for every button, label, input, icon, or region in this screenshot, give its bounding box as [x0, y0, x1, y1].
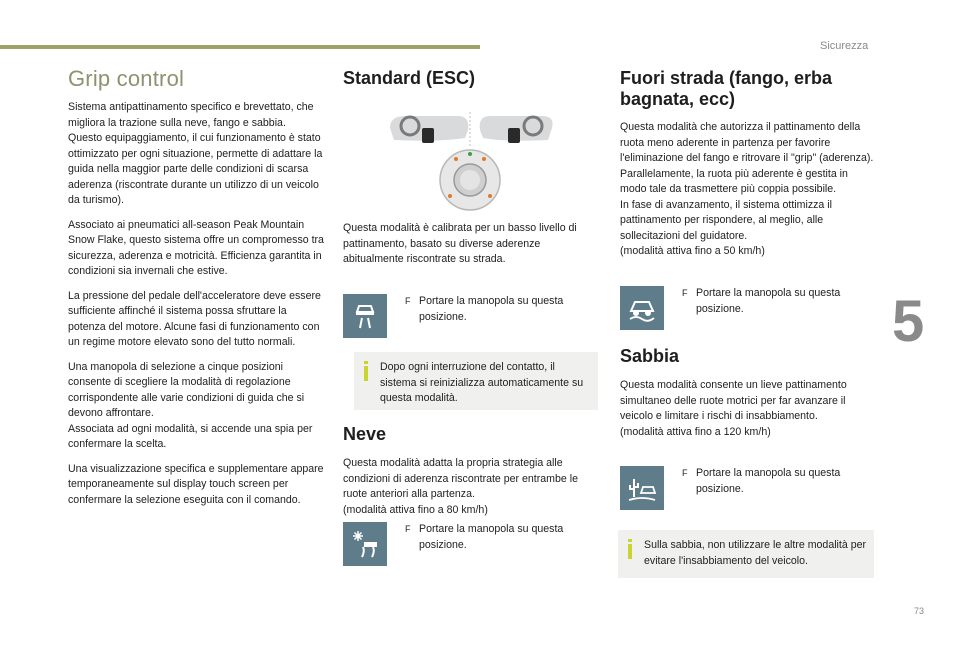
paragraph: La pressione del pedale dell'acceleratore deve essere sufficiente affinché il sistema possa sfruttare la potenza del motore. Alcune fasi di funzionamento con un regime motore elevato sono del tutto normali. — [68, 289, 321, 348]
paragraph: Questa modalità è calibrata per un basso livello di pattinamento, basato su diverse aderenze abitualmente riscontrate su strada. — [343, 222, 577, 265]
paragraph: Questo equipaggiamento, il cui funzionamento è stato ottimizzato per ogni situazione, permette di adattare la guida nella maggior parte delle condizioni di scarsa aderenza (riscontrate durante un utilizzo di un veicolo da turismo). — [68, 132, 323, 206]
column-fuori-strada — [620, 68, 876, 260]
paragraph: Una manopola di selezione a cinque posizioni consente di scegliere la modalità di regolazione corrispondente alle varie condizioni di guida che si devono affrontare. — [68, 360, 305, 419]
info-text: Dopo ogni interruzione del contatto, il sistema si reinizializza automaticamente su questa modalità. — [380, 361, 584, 404]
page-title: Grip control — [68, 66, 185, 91]
paragraph: Associato ai pneumatici all-season Peak Mountain Snow Flake, questo sistema offre un compromesso tra sicurezza, aderenza e motricità. Efficienza garantita in condizioni sia invernali che estive. — [68, 218, 324, 277]
action-marker: F — [405, 296, 411, 306]
action-fuori-strada — [620, 286, 876, 330]
section-heading-standard: Standard (ESC) — [343, 68, 476, 88]
paragraph: (modalità attiva fino a 50 km/h) — [620, 245, 765, 257]
chapter-number: 5 — [892, 289, 925, 354]
mud-mode-icon — [620, 286, 664, 330]
paragraph: Associata ad ogni modalità, si accende una spia per confermare la scelta. — [68, 422, 313, 450]
paragraph: Questa modalità adatta la propria strategia alle condizioni di aderenza riscontrate per entrambe le ruote anteriori alla partenza. — [343, 457, 578, 500]
action-label: Portare la manopola su questa posizione. — [696, 287, 841, 315]
info-box-standard — [354, 352, 598, 410]
grip-control-knob-illustration — [380, 108, 560, 216]
section-sabbia — [620, 346, 876, 440]
action-label: Portare la manopola su questa posizione. — [419, 295, 564, 323]
action-standard — [343, 294, 601, 338]
action-neve — [343, 522, 601, 566]
paragraph: In fase di avanzamento, il sistema ottimizza il pattinamento per rispondere, al meglio, alle sollecitazioni del guidatore. — [620, 198, 832, 242]
paragraph: Questa modalità che autorizza il pattinamento della ruota meno aderente in partenza per favorire l'eliminazione del fango e ritrovare il "grip" (aderenza). Parallelamente, la ruota più aderente è gestita in modo tale da trasmettere più coppia possibile. — [620, 121, 874, 195]
section-heading-neve: Neve — [343, 424, 387, 444]
action-sabbia — [620, 466, 876, 510]
sand-mode-icon — [620, 466, 664, 510]
road-mode-icon — [343, 294, 387, 338]
snow-mode-icon — [343, 522, 387, 566]
paragraph: (modalità attiva fino a 120 km/h) — [620, 425, 771, 438]
page-number: 73 — [914, 606, 925, 616]
header-accent-bar — [0, 45, 480, 49]
action-marker: F — [682, 468, 688, 478]
action-label: Portare la manopola su questa posizione. — [696, 467, 841, 495]
section-heading-sabbia: Sabbia — [620, 346, 680, 366]
action-marker: F — [682, 288, 688, 298]
action-marker: F — [405, 524, 411, 534]
paragraph: Questa modalità consente un lieve pattinamento simultaneo delle ruote motrici per far avanzare il veicolo e limitare i rischi di insabbiamento. — [620, 379, 847, 422]
column-grip-control — [68, 66, 326, 508]
paragraph: Sistema antipattinamento specifico e brevettato, che migliora la trazione sulla neve, fango e sabbia. — [68, 101, 314, 129]
info-text: Sulla sabbia, non utilizzare le altre modalità per evitare l'insabbiamento del veicolo. — [644, 539, 867, 567]
info-icon — [363, 361, 369, 381]
info-icon — [627, 539, 633, 559]
column-standard — [343, 68, 600, 89]
action-label: Portare la manopola su questa posizione. — [419, 523, 564, 551]
section-heading-fuori-strada: Fuori strada (fango, erba bagnata, ecc) — [620, 68, 833, 109]
section-neve — [343, 424, 601, 518]
section-name: Sicurezza — [820, 40, 869, 52]
paragraph: (modalità attiva fino a 80 km/h) — [343, 503, 488, 516]
paragraph: Una visualizzazione specifica e supplementare appare temporaneamente sul display touch screen per confermare la selezione eseguita con il comando. — [68, 462, 324, 506]
standard-description — [343, 221, 601, 268]
info-box-sabbia — [618, 530, 874, 578]
